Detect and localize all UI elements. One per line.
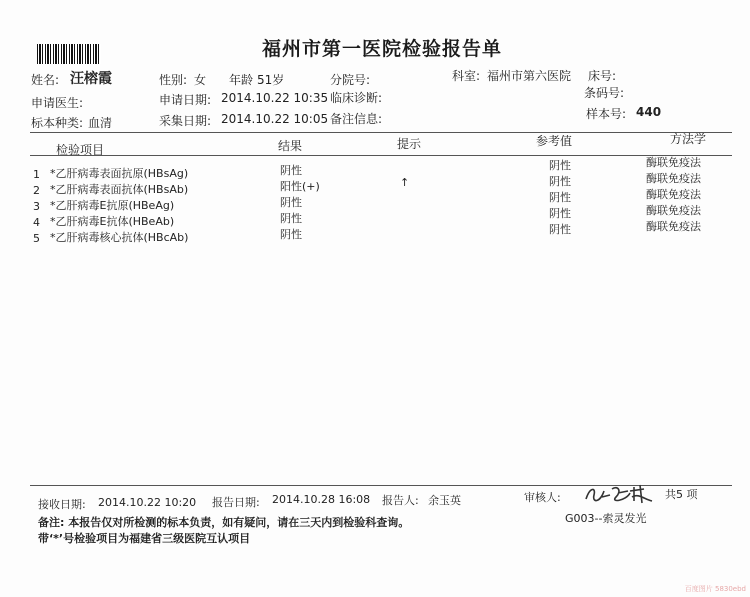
row-result: 阴性: [280, 196, 302, 209]
device-code: G003--索灵发光: [565, 512, 647, 525]
row-ref: 阴性: [549, 175, 571, 188]
up-arrow-icon: ↑: [400, 176, 410, 189]
report-title: 福州市第一医院检验报告单: [262, 38, 503, 60]
age-label: 年龄: [229, 73, 254, 87]
row-result: 阴性: [280, 164, 302, 177]
row-no: 1: [33, 168, 40, 181]
name-label: 姓名:: [31, 73, 60, 87]
col-item: 检验项目: [56, 143, 105, 157]
row-ref: 阴性: [549, 207, 571, 220]
col-ref: 参考值: [536, 134, 573, 148]
apply-date-value: 2014.10.22 10:35: [221, 91, 329, 105]
row-item: *乙肝病毒核心抗体(HBcAb): [50, 231, 189, 244]
sample-label: 样本号:: [586, 107, 627, 121]
barcode-icon: [37, 44, 101, 64]
note-disclaimer: 备注: 本报告仅对所检测的标本负责，如有疑问，请在三天内到检验科查询。: [38, 516, 410, 529]
row-method: 酶联免疫法: [646, 220, 701, 233]
row-no: 4: [33, 216, 40, 229]
row-method: 酶联免疫法: [646, 156, 701, 169]
col-method: 方法学: [670, 132, 707, 146]
gender-value: 女: [194, 73, 207, 87]
row-method: 酶联免疫法: [646, 172, 701, 185]
row-no: 3: [33, 200, 40, 213]
reviewer-signature: [582, 481, 662, 507]
gender-label: 性别:: [159, 73, 188, 87]
row-item: *乙肝病毒表面抗原(HBsAg): [50, 167, 189, 180]
col-hint: 提示: [397, 137, 422, 151]
receive-date: 2014.10.22 10:20: [98, 496, 197, 509]
receive-label: 接收日期:: [38, 498, 86, 511]
watermark: 百度图片 5830ebd: [684, 585, 746, 593]
note-mutual-recognition: 带‘*’号检验项目为福建省三级医院互认项目: [38, 532, 251, 545]
report-date: 2014.10.28 16:08: [272, 493, 371, 506]
diagnosis-label: 临床诊断:: [330, 91, 383, 105]
sample-value: 440: [636, 105, 662, 119]
patient-name: 汪榕霞: [70, 71, 112, 87]
collect-date-label: 采集日期:: [159, 114, 212, 128]
row-item: *乙肝病毒E抗体(HBeAb): [50, 215, 175, 228]
row-method: 酶联免疫法: [646, 188, 701, 201]
age-value: 51岁: [257, 73, 285, 87]
specimen-label: 标本种类:: [31, 116, 84, 130]
row-no: 5: [33, 232, 40, 245]
barcode-label: 条码号:: [584, 86, 625, 100]
dept-value: 福州市第六医院: [487, 69, 572, 83]
col-result: 结果: [278, 139, 303, 153]
specimen-value: 血清: [88, 116, 113, 130]
row-method: 酶联免疫法: [646, 204, 701, 217]
reporter-label: 报告人:: [382, 494, 419, 507]
report-label: 报告日期:: [212, 496, 260, 509]
branch-label: 分院号:: [330, 73, 371, 87]
collect-date-value: 2014.10.22 10:05: [221, 112, 329, 126]
reporter-value: 余玉英: [428, 494, 461, 507]
row-result: 阴性: [280, 212, 302, 225]
row-no: 2: [33, 184, 40, 197]
row-ref: 阴性: [549, 223, 571, 236]
row-result: 阳性(+): [280, 180, 320, 193]
reviewer-label: 审核人:: [524, 491, 561, 504]
remark-label: 备注信息:: [330, 112, 383, 126]
row-result: 阴性: [280, 228, 302, 241]
table-header-rule: [30, 155, 732, 156]
dept-label: 科室:: [452, 69, 481, 83]
row-item: *乙肝病毒E抗原(HBeAg): [50, 199, 175, 212]
row-ref: 阴性: [549, 159, 571, 172]
table-top-rule: [30, 132, 732, 133]
doctor-label: 申请医生:: [31, 96, 84, 110]
total-items: 共5 项: [665, 488, 698, 501]
row-item: *乙肝病毒表面抗体(HBsAb): [50, 183, 189, 196]
bed-label: 床号:: [588, 69, 617, 83]
row-ref: 阴性: [549, 191, 571, 204]
apply-date-label: 申请日期:: [159, 93, 212, 107]
